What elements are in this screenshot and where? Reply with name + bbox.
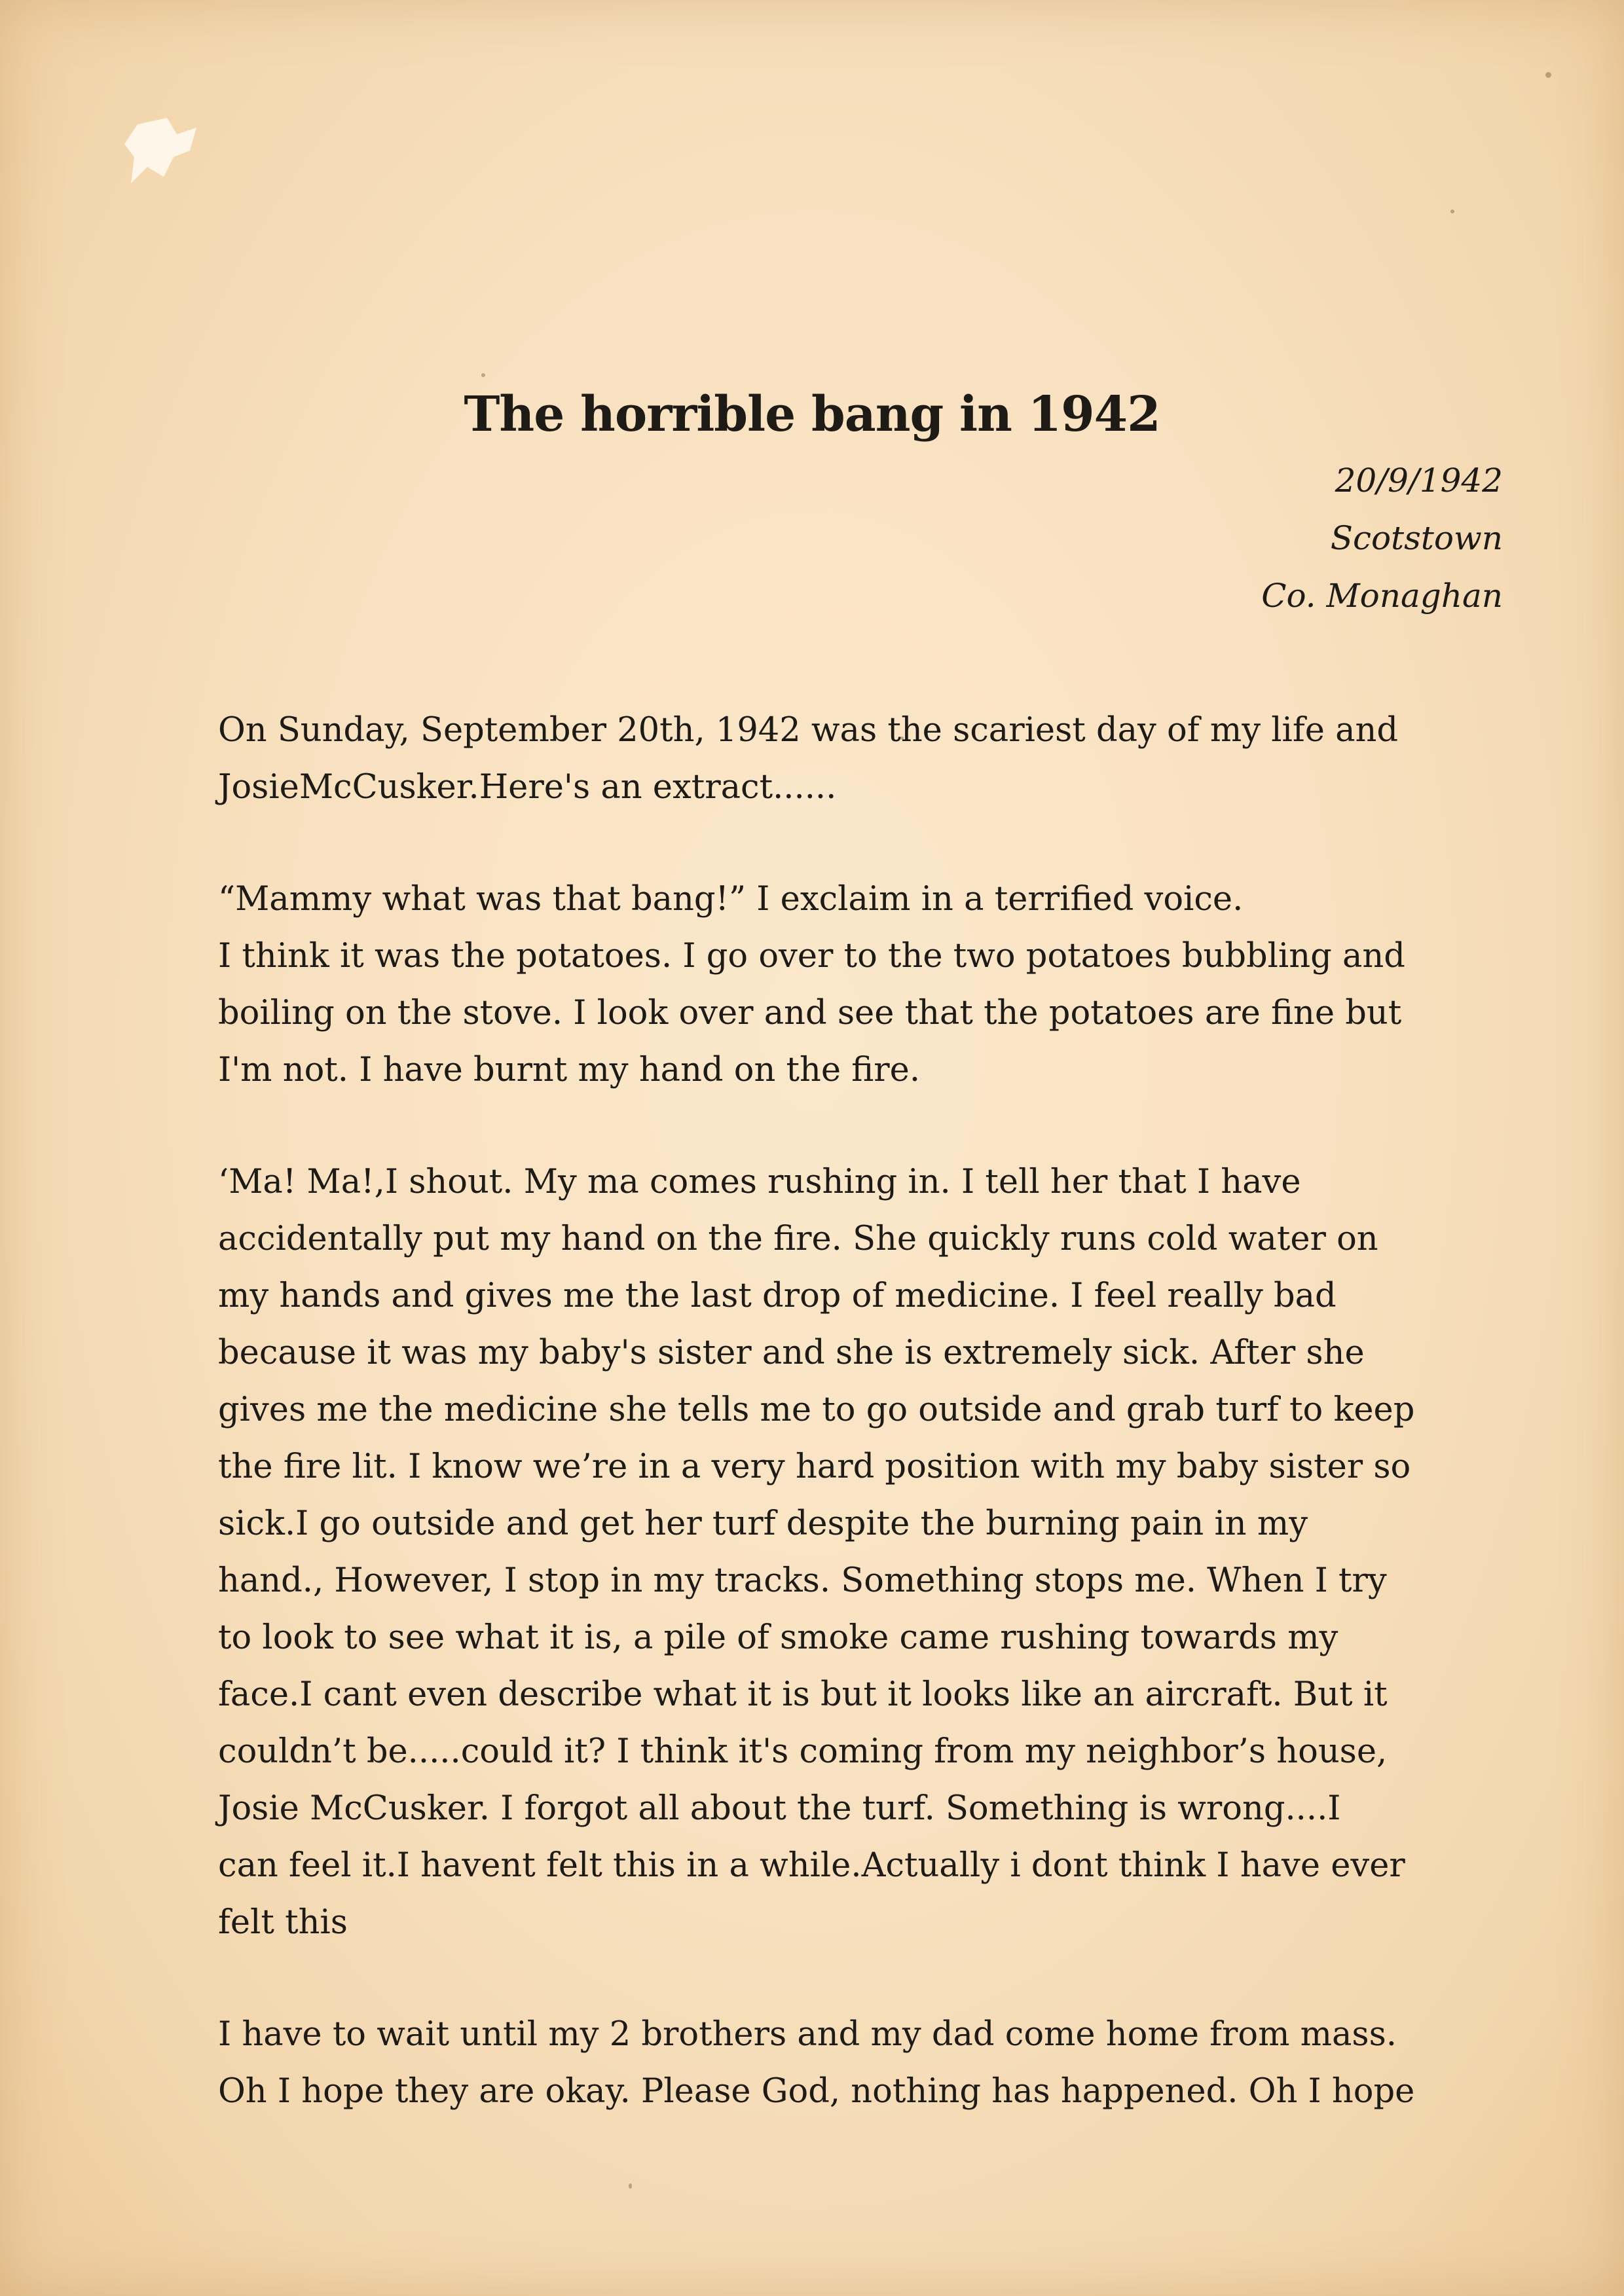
paper-speck [1450, 210, 1454, 213]
dateline-county: Co. Monaghan [1261, 577, 1503, 615]
paragraph-intro: On Sunday, September 20th, 1942 was the scariest day of my life and JosieMcCusker.Here's an extract...... [218, 711, 1399, 807]
dateline-date: 20/9/1942 [1335, 462, 1503, 500]
paragraph-wait: I have to wait until my 2 brothers and my dad come home from mass. Oh I hope they are okay. Please God, nothing has happened. Oh I hope [218, 2015, 1415, 2111]
paragraph-ma: ‘Ma! Ma!,I shout. My ma comes rushing in. I tell her that I have accidentally put my hand on the fire. She quickly runs cold water on my hands and gives me the last drop of medicine. I feel really bad because it was my baby's sister and she is extremely sick. After she gives me the medicine she tells me to go outside and grab turf to keep the fire lit. I know we’re in a very hard position with my baby sister so sick.I go outside and get her turf despite the burning pain in my hand., However, I stop in my tracks. Something stops me. When I try to look to see what it is, a pile of smoke came rushing towards my face.I cant even describe what it is but it looks like an aircraft. But it couldn’t be.....could it? I think it's coming from my neighbor’s house, Josie McCusker. I forgot all about the turf. Something is wrong....I can feel it.I havent felt this in a while.Actually i dont think I have ever felt this [218, 1163, 1415, 1942]
paper-tear-mark [111, 98, 223, 210]
paper-speck [1545, 72, 1551, 78]
paper-speck [481, 373, 485, 377]
dateline-place: Scotstown [1330, 519, 1503, 557]
document-title: The horrible bang in 1942 [464, 386, 1160, 443]
dateline-block [1261, 452, 1503, 625]
paper-speck [629, 2183, 632, 2189]
document-body [218, 702, 1508, 2120]
paragraph-bang: “Mammy what was that bang!” I exclaim in a terrified voice. I think it was the potatoes. I go over to the two potatoes bubbling and boiling on the stove. I look over and see that the potatoes are fine but I'm not. I have burnt my hand on the fire. [218, 880, 1405, 1089]
